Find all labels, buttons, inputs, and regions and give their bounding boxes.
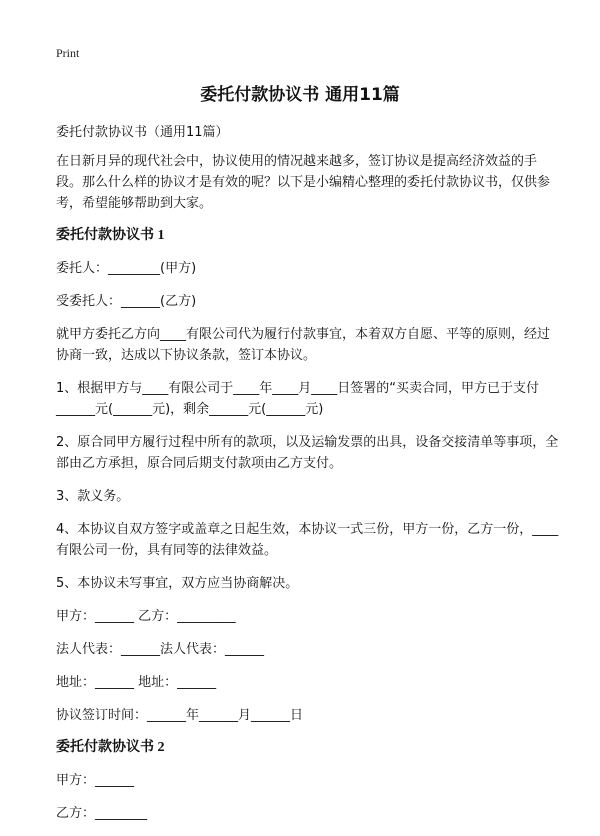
agent-line: 受委托人：______(乙方)	[56, 294, 197, 309]
principal-line: 委托人：________(甲方)	[56, 261, 197, 276]
section-heading-2: 委托付款协议书 2	[56, 740, 165, 755]
party-signature-line: 甲方：______ 乙方：_________	[56, 609, 236, 624]
document-body	[56, 122, 560, 836]
party-b-line: 乙方：________	[56, 806, 148, 821]
print-link[interactable]: Print	[56, 46, 80, 60]
clause-2: 2、原合同甲方履行过程中所有的款项，以及运输发票的出具，设备交接清单等事项，全部由乙方承担，原合同后期支付款项由乙方支付。	[56, 435, 559, 471]
intro-paragraph: 在日新月异的现代社会中，协议使用的情况越来越多，签订协议是提高经济效益的手段。那么什么样的协议才是有效的呢？以下是小编精心整理的委托付款协议书，仅供参考，希望能够帮助到大家。	[56, 154, 551, 211]
legal-representative-line: 法人代表：______法人代表：______	[56, 642, 265, 657]
clause-4: 4、本协议自双方签字或盖章之日起生效，本协议一式三份，甲方一份，乙方一份，____有限公司一份，具有同等的法律效益。	[56, 522, 559, 558]
document-subtitle: 委托付款协议书（通用11篇）	[56, 125, 229, 140]
clause-1: 1、根据甲方与____有限公司于____年____月____日签署的“买卖合同，甲方已于支付______元(______元)，剩余______元(______元)	[56, 381, 540, 417]
preamble-paragraph: 就甲方委托乙方向____有限公司代为履行付款事宜，本着双方自愿、平等的原则，经过协商一致，达成以下协议条款，签订本协议。	[56, 327, 551, 363]
party-a-line: 甲方：______	[56, 773, 135, 788]
clause-5: 5、本协议未写事宜，双方应当协商解决。	[56, 576, 299, 591]
address-line: 地址：______ 地址：______	[56, 675, 217, 690]
document-title: 委托付款协议书 通用11篇	[200, 85, 400, 105]
clause-3: 3、款义务。	[56, 489, 130, 504]
signing-date-line: 协议签订时间：______年______月______日	[56, 708, 304, 723]
section-heading-1: 委托付款协议书 1	[56, 228, 165, 243]
